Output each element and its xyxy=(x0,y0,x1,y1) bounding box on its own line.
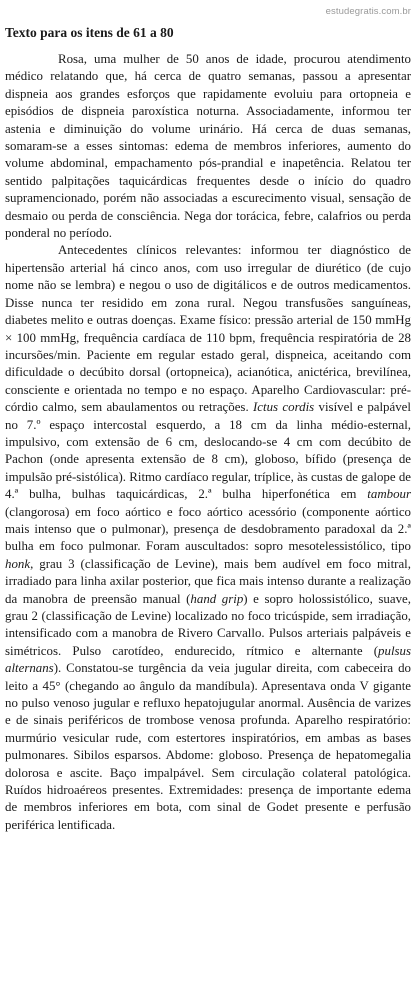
italic-term: Ictus cordis xyxy=(253,400,315,415)
text-segment: , grau 3 (classificação de Levine), mais bem audível em foco mitral, irradiado para linha axilar posterior, que fica mais intenso durante a realização da manobra de preensão manual ( xyxy=(5,556,411,606)
text-segment: visível e palpável no 7.º espaço intercostal esquerdo, a 18 cm da linha médio-esternal, impulsivo, com extensão de 6 cm, deslocando-se 4 cm com decúbito de Pachon (onde apresenta extensão de 8 cm), globoso, bífido (presença de impulsão pré-sistólica). Ritmo cardíaco regular, tríplice, às custas de galope de 4.ª bulha, bulhas taquicárdicas, 2.ª bulha hiperfonética em xyxy=(5,400,411,502)
text-segment: (clangorosa) em foco aórtico e foco aórtico acessório (componente aórtico mais intenso que o pulmonar), presença de desdobramento paradoxal da 2.ª bulha em foco pulmonar. Foram auscultados: sopro mesotelessistólico, tipo xyxy=(5,504,411,554)
section-title: Texto para os itens de 61 a 80 xyxy=(5,25,174,40)
italic-term: pulsus alternans xyxy=(5,643,411,676)
paragraph-clinical-history-exam xyxy=(5,242,411,834)
document-body xyxy=(5,24,411,834)
italic-term: hand grip xyxy=(190,591,244,606)
text-segment: ). Constatou-se turgência da veia jugular direita, com cabeceira do leito a 45° (chegando ao ângulo da mandíbula). Apresentava onda V gigante no pulso venoso jugular e refluxo hepatojugular anormal. Ausência de varizes e de sinais periféricos de trombose venosa profunda. Aparelho respiratório: murmúrio vesicular rude, com estertores inspiratórios, em ambas as bases pulmonares. Sibilos esparsos. Abdome: globoso. Presença de hepatomegalia dolorosa e ascite. Baço impalpável. Sem circulação colateral patológica. Ruídos hidroaéreos presentes. Extremidades: presença de importante edema de membros inferiores em bota, com sinal de Godet presente e perfusão periférica lentificada. xyxy=(5,661,411,832)
italic-term: honk xyxy=(5,556,31,571)
text-segment: Rosa, uma mulher de 50 anos de idade, procurou atendimento médico relatando que, há cerca de quatro semanas, passou a apresentar dispneia aos grandes esforços que rapidamente evoluiu para ortopneia e episódios de dispneia paroxística noturna. Associadamente, informou ter astenia e diminuição do volume urinário. Há cerca de duas semanas, somaram-se a esses sintomas: edema de membros inferiores, aumento do volume abdominal, empachamento pós-prandial e inapetência. Relatou ter sentido palpitações taquicárdicas frequentes desde o início do quadro supramencionado, porém não associadas a escurecimento visual, sensação de desmaio ou perda de consciência. Nega dor torácica, febre, calafrios ou perda ponderal no período. xyxy=(5,52,411,241)
text-segment: ) e sopro holossistólico, suave, grau 2 (classificação de Levine) localizado no foco tricúspide, sem irradiação, intensificado com a manobra de Rivero Carvallo. Pulsos arteriais palpáveis e simétricos. Pulso carotídeo, endurecido, rítmico e alternante ( xyxy=(5,591,411,658)
paragraph-case-presentation xyxy=(5,51,411,242)
site-watermark: estudegratis.com.br xyxy=(325,6,411,17)
text-segment: Antecedentes clínicos relevantes: informou ter diagnóstico de hipertensão arterial há cinco anos, com uso irregular de diurético (de cujo nome não se lembra) e negou o uso de digitálicos e de outros medicamentos. Disse nunca ter residido em zona rural. Negou transfusões sanguíneas, diabetes melito e outras doenças. Exame físico: pressão arterial de 150 mmHg × 100 mmHg, frequência cardíaca de 110 bpm, frequência respiratória de 28 incursões/min. Paciente em regular estado geral, dispneica, aceitando com dificuldade o decúbito dorsal (ortopneica), acianótica, anictérica, brevilínea, consciente e orientada no tempo e no espaço. Aparelho Cardiovascular: pré-córdio calmo, sem abaulamentos ou retrações. xyxy=(5,243,411,415)
italic-term: tambour xyxy=(367,487,411,502)
